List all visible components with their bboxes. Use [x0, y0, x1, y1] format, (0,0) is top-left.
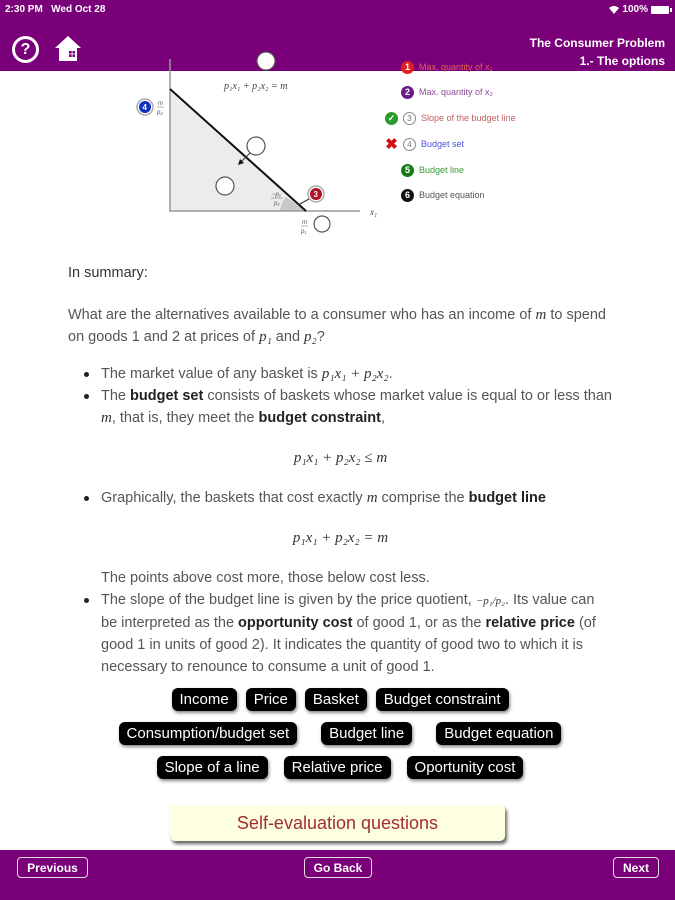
battery-percent: 100%: [622, 4, 648, 15]
legend-item-3[interactable]: [385, 110, 516, 126]
legend-label: Max. quantity of x₁: [419, 62, 493, 72]
status-bar: [0, 0, 675, 20]
math: p₁x₁ + p₂x₂: [321, 366, 389, 382]
bullet-budget-set: [68, 385, 613, 469]
points-note: The points above cost more, those below cost less.: [101, 570, 430, 586]
page-title: The Consumer Problem: [529, 36, 665, 50]
text: to spend on goods 1 and 2 at prices of: [68, 307, 606, 345]
keyword-relative-price: relative price: [485, 615, 575, 631]
bullet-graphically: [68, 487, 613, 589]
chip-budget-line[interactable]: Budget line: [321, 722, 412, 745]
chip-opportunity-cost[interactable]: Oportunity cost: [407, 756, 524, 779]
svg-text:p₂: p₂: [157, 110, 163, 116]
drop-target-line[interactable]: [247, 137, 265, 155]
math-p2: p₂: [304, 329, 317, 345]
text: and: [271, 329, 305, 345]
chip-consumption-budget-set[interactable]: Consumption/budget set: [119, 722, 298, 745]
math-m: m: [366, 490, 378, 506]
text: The slope of the budget line is given by the price quotient,: [101, 592, 476, 608]
marker-3-label: 3: [313, 190, 318, 199]
text: comprise the: [377, 490, 469, 506]
chip-relative-price[interactable]: Relative price: [284, 756, 391, 779]
number-badge-icon: 5: [401, 164, 414, 177]
text: The: [101, 388, 131, 404]
header-title: [530, 34, 665, 70]
bullet-slope: [68, 589, 613, 678]
x-axis-label: x₁: [370, 207, 378, 217]
text: .: [388, 366, 393, 382]
self-evaluation-button[interactable]: [170, 805, 505, 841]
keyword-budget-set: budget set: [130, 388, 204, 404]
chip-row-1: [80, 688, 600, 711]
drop-target-xmax[interactable]: [314, 216, 330, 232]
legend-item-4[interactable]: [385, 136, 464, 152]
status-right: [609, 4, 669, 15]
text: Graphically, the baskets that cost exactly: [101, 490, 367, 506]
drop-target-set[interactable]: [216, 177, 234, 195]
next-button[interactable]: [613, 857, 659, 878]
svg-text:m: m: [302, 220, 307, 226]
date-text: Wed Oct 28: [51, 4, 106, 15]
svg-text:p₂: p₂: [274, 201, 280, 207]
text: consists of baskets whose market value is equal to or less than: [203, 388, 612, 404]
legend-label: Slope of the budget line: [421, 113, 516, 123]
budget-diagram: [130, 59, 400, 239]
keyword-opportunity-cost: opportunity cost: [238, 615, 353, 631]
equation-label: p₁x₁ + p₂x₂ = m: [224, 81, 288, 92]
math-p1: p₁: [259, 329, 272, 345]
math-m: m: [535, 307, 547, 323]
text: What are the alternatives available to a consumer who has an income of: [68, 307, 536, 323]
wifi-icon: [609, 6, 619, 14]
summary-question: [68, 304, 613, 348]
chip-basket[interactable]: Basket: [305, 688, 367, 711]
text: of good 1, or as the: [352, 615, 486, 631]
next-label: Next: [622, 860, 649, 875]
go-back-button[interactable]: [304, 857, 372, 878]
text: , that is, they meet the: [111, 410, 259, 426]
math-m: m: [101, 410, 112, 426]
bullet-market-value: [68, 363, 613, 385]
text: The market value of any basket is: [101, 366, 322, 382]
number-badge-icon: 6: [401, 189, 414, 202]
math-fraction: −p₁/p₂: [475, 595, 505, 607]
text: ?: [316, 329, 325, 345]
text: ,: [380, 410, 386, 426]
text: . Its value can be interpreted as the: [101, 592, 595, 631]
number-badge-icon: 1: [401, 61, 414, 74]
equation-line: p₁x₁ + p₂x₂ = m: [292, 530, 389, 546]
chip-price[interactable]: Price: [246, 688, 296, 711]
time-text: 2:30 PM: [5, 4, 43, 15]
svg-text:−p₁: −p₁: [272, 192, 281, 198]
previous-button[interactable]: [17, 857, 88, 878]
cross-wrong-icon: ✖: [385, 136, 398, 153]
legend-item-1[interactable]: [401, 59, 493, 75]
self-eval-label: Self-evaluation questions: [236, 812, 439, 833]
marker-4-label: 4: [142, 103, 147, 112]
chip-row-2: [80, 722, 600, 745]
legend-label: Max. quantity of x₂: [419, 87, 494, 97]
equation-constraint: p₁x₁ + p₂x₂ ≤ m: [293, 450, 388, 466]
chip-slope-of-a-line[interactable]: Slope of a line: [157, 756, 268, 779]
page-subtitle: 1.- The options: [579, 54, 665, 68]
keyword-budget-constraint: budget constraint: [258, 410, 381, 426]
keyword-budget-line: budget line: [468, 490, 546, 506]
battery-icon: [651, 6, 669, 14]
svg-text:m: m: [158, 101, 163, 107]
number-badge-icon: 4: [403, 138, 416, 151]
check-correct-icon: ✓: [385, 112, 398, 125]
summary-heading: [68, 262, 613, 284]
heading-text: In summary:: [68, 265, 148, 281]
footer-nav: [0, 850, 675, 900]
status-time: [5, 4, 105, 15]
content-area: [0, 62, 675, 850]
legend-label: Budget equation: [419, 190, 485, 200]
chip-budget-constraint[interactable]: Budget constraint: [376, 688, 509, 711]
legend-item-2[interactable]: [401, 84, 493, 100]
number-badge-icon: 3: [403, 112, 416, 125]
summary-bullets: [68, 363, 613, 678]
number-badge-icon: 2: [401, 86, 414, 99]
legend-item-5[interactable]: [401, 162, 464, 178]
text: (of good 1 in units of good 2). It indicates the quantity of good two to which it is necessary to renounce to consume a unit of good 1.: [101, 615, 596, 675]
home-icon: [55, 36, 81, 61]
legend-label: Budget line: [419, 165, 465, 175]
go-back-label: Go Back: [313, 860, 363, 875]
chip-row-3: [80, 756, 600, 779]
glossary-chips: [80, 688, 600, 790]
chip-budget-equation[interactable]: Budget equation: [436, 722, 561, 745]
legend-label: Budget set: [421, 139, 465, 149]
svg-text:p₁: p₁: [301, 229, 307, 235]
help-icon: ?: [20, 40, 31, 58]
legend-item-6[interactable]: [401, 187, 485, 203]
help-button[interactable]: [12, 36, 39, 63]
home-button[interactable]: [54, 34, 82, 62]
previous-label: Previous: [27, 860, 78, 875]
drop-target-equation[interactable]: [257, 52, 275, 70]
chip-income[interactable]: Income: [172, 688, 237, 711]
